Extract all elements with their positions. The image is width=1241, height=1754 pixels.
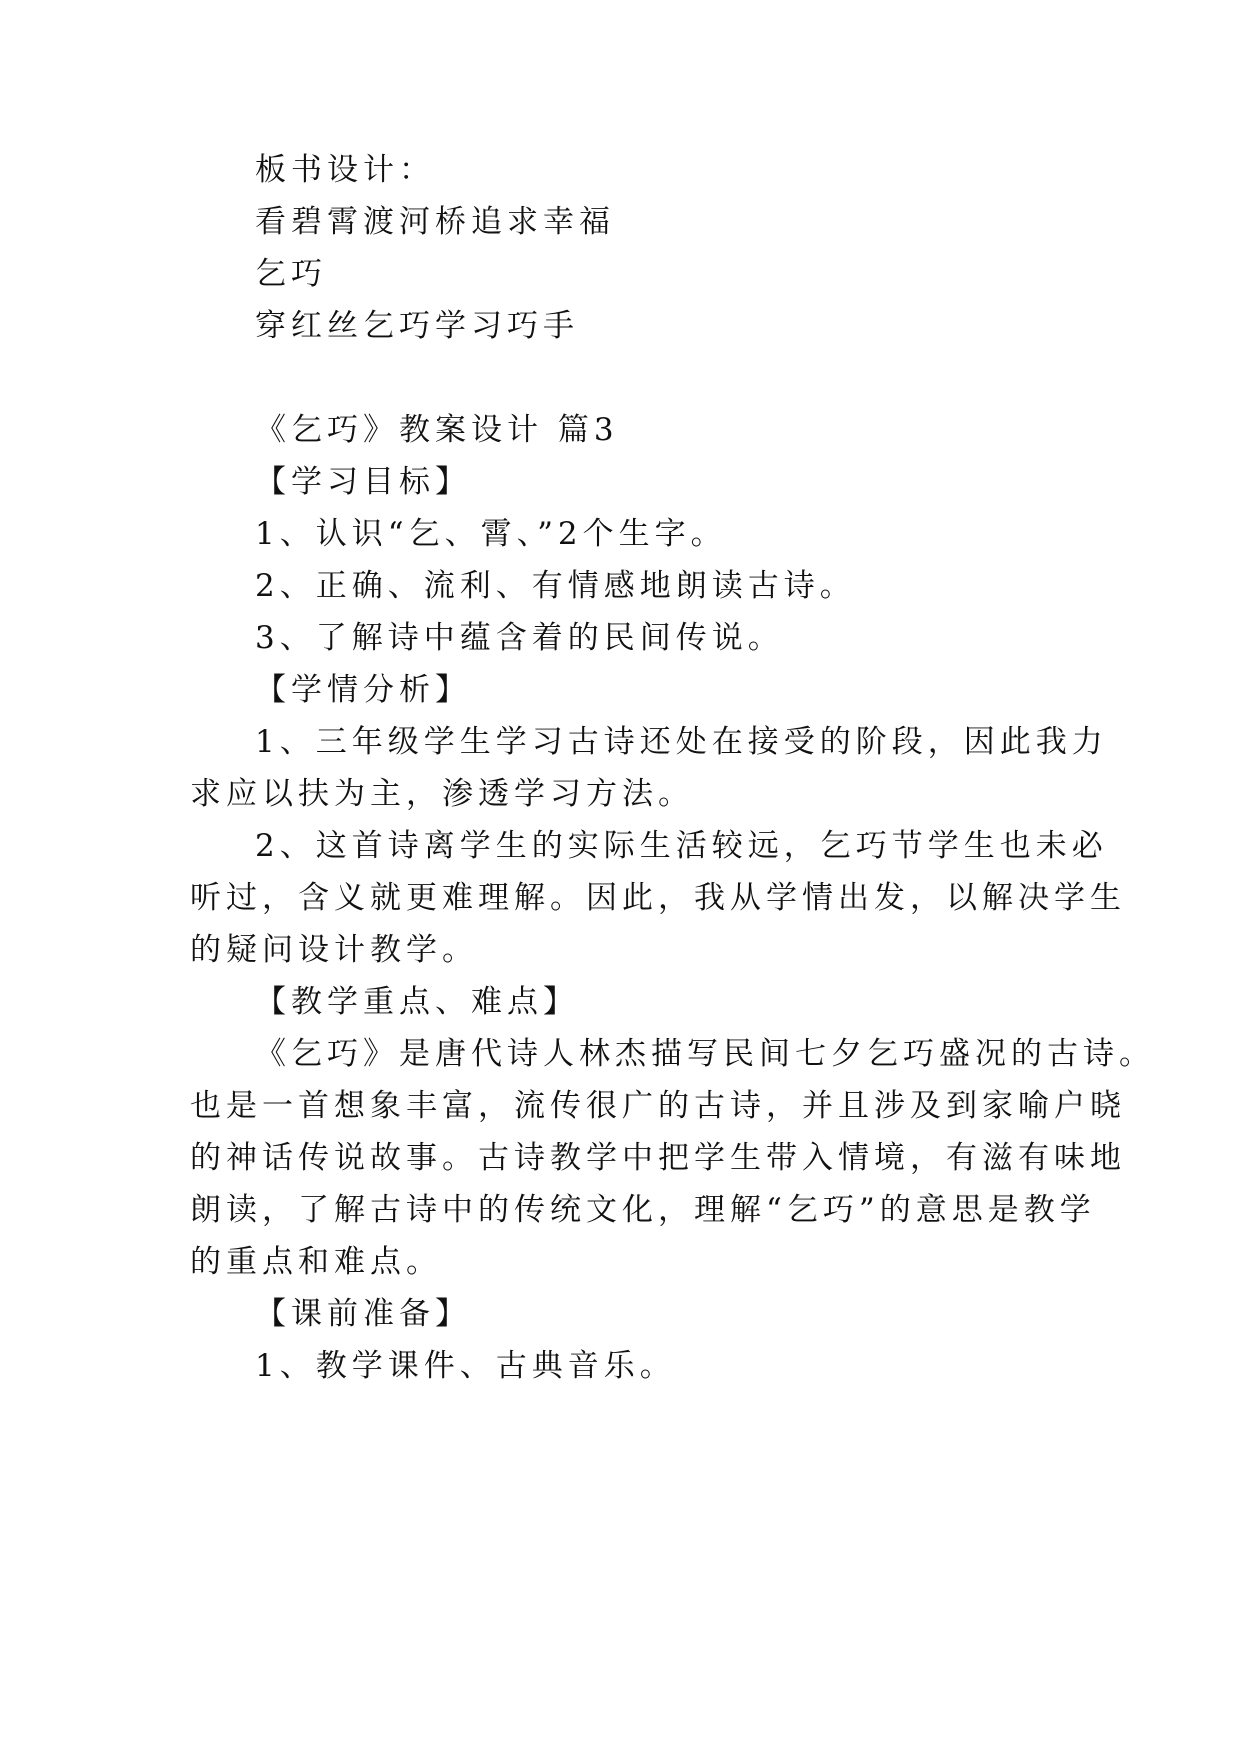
- key-points-paragraph-line: 《乞巧》是唐代诗人林杰描写民间七夕乞巧盛况的古诗。: [255, 1036, 1155, 1072]
- goal-item: 3、了解诗中蕴含着的民间传说。: [255, 620, 784, 656]
- analysis-paragraph-line: 听过，含义就更难理解。因此，我从学情出发，以解决学生: [190, 880, 1126, 916]
- board-design-line: 看碧霄渡河桥追求幸福: [255, 204, 615, 240]
- analysis-paragraph-line: 的疑问设计教学。: [190, 932, 478, 968]
- key-points-heading: 【教学重点、难点】: [255, 984, 579, 1020]
- analysis-heading: 【学情分析】: [255, 672, 471, 708]
- key-points-paragraph-line: 的神话传说故事。古诗教学中把学生带入情境，有滋有味地: [190, 1140, 1126, 1176]
- board-design-line: 乞巧: [255, 256, 327, 292]
- section-title: 《乞巧》教案设计 篇3: [255, 412, 619, 448]
- preparation-heading: 【课前准备】: [255, 1296, 471, 1332]
- board-design-heading: 板书设计：: [255, 152, 435, 188]
- analysis-paragraph-line: 1、三年级学生学习古诗还处在接受的阶段，因此我力: [255, 724, 1108, 760]
- key-points-paragraph-line: 朗读，了解古诗中的传统文化，理解“乞巧”的意思是教学: [190, 1192, 1096, 1228]
- analysis-paragraph-line: 2、这首诗离学生的实际生活较远，乞巧节学生也未必: [255, 828, 1108, 864]
- key-points-paragraph-line: 的重点和难点。: [190, 1244, 442, 1280]
- analysis-paragraph-line: 求应以扶为主，渗透学习方法。: [190, 776, 694, 812]
- goals-heading: 【学习目标】: [255, 464, 471, 500]
- key-points-paragraph-line: 也是一首想象丰富，流传很广的古诗，并且涉及到家喻户晓: [190, 1088, 1126, 1124]
- preparation-item: 1、教学课件、古典音乐。: [255, 1348, 676, 1384]
- goal-item: 1、认识“乞、霄、”2个生字。: [255, 516, 727, 552]
- goal-item: 2、正确、流利、有情感地朗读古诗。: [255, 568, 856, 604]
- board-design-line: 穿红丝乞巧学习巧手: [255, 308, 579, 344]
